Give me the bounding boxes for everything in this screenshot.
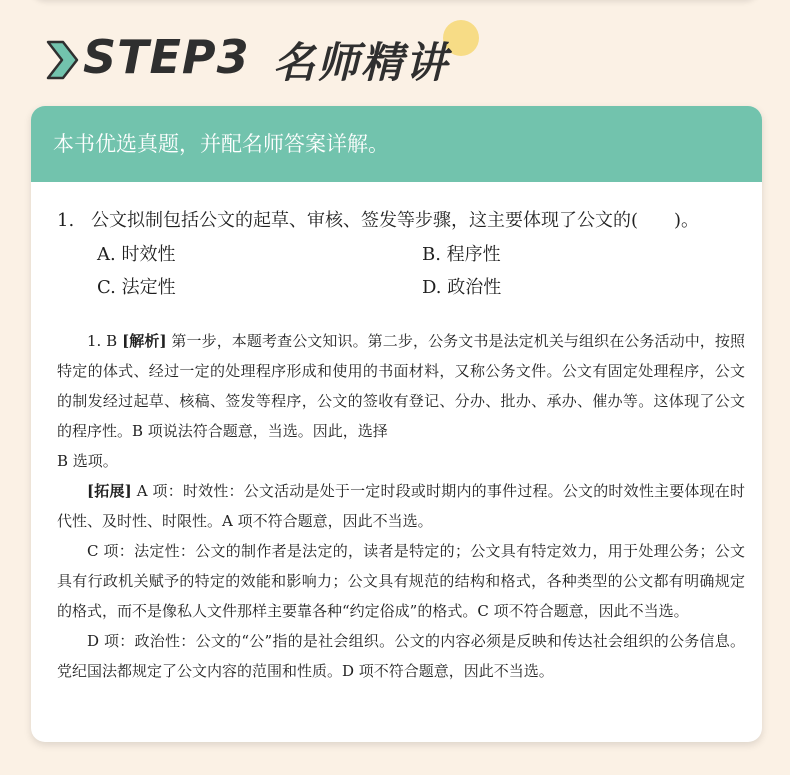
chevron-right-icon	[45, 40, 79, 80]
answer-lead: 1. B	[87, 332, 123, 350]
options	[97, 238, 747, 304]
question-stem	[57, 206, 747, 236]
option-c-paragraph: C 项：法定性：公文的制作者是法定的，读者是特定的；公文具有特定效力，用于处理公务；公文具有行政机关赋予的特定的效能和影响力；公文具有规范的结构和格式，各种类型的公文都有明确规定的格式，而不是像私人文件那样主要靠各种“约定俗成”的格式。C 项不符合题意，因此不当选。	[57, 542, 745, 620]
options-row	[97, 271, 747, 304]
options-row	[97, 238, 747, 271]
option-a: A. 时效性	[97, 244, 176, 265]
extension-tag: [拓展]	[87, 482, 132, 500]
option-d-paragraph: D 项：政治性：公文的“公”指的是社会组织。公文的内容必须是反映和传达社会组织的公务信息。党纪国法都规定了公文内容的范围和性质。D 项不符合题意，因此不当选。	[57, 632, 745, 680]
analysis-paragraph	[57, 326, 745, 446]
option-b: B. 程序性	[422, 244, 501, 265]
option-c: C. 法定性	[97, 277, 176, 298]
content-card	[31, 106, 762, 742]
section-title: 名师精讲	[273, 38, 450, 87]
extension-paragraph	[57, 476, 745, 536]
extension-text: A 项：时效性：公文活动是处于一定时段或时期内的事件过程。公文的时效性主要体现在时代性、及时性、时限性。A 项不符合题意，因此不当选。	[57, 482, 746, 530]
step-header	[45, 28, 745, 88]
analysis-text: 第一步，本题考查公文知识。第二步，公务文书是法定机关与组织在公务活动中，按照特定的体式、经过一定的处理程序形成和使用的书面材料，又称公务文件。公文有固定处理程序，公文的制发经过起草、核稿、签发等程序，公文的签收有登记、分办、批办、承办、催办等。这体现了公文的程序性。B 项说法符合题意，当选。因此，选择	[57, 332, 745, 440]
step-label: STEP3	[83, 30, 250, 84]
question-block	[57, 206, 747, 304]
analysis-tag: [解析]	[122, 332, 167, 350]
banner: 本书优选真题，并配名师答案详解。	[31, 106, 762, 182]
option-d: D. 政治性	[422, 277, 502, 298]
question-text: 公文拟制包括公文的起草、审核、签发等步骤，这主要体现了公文的( )。	[91, 210, 700, 231]
analysis-tail: B 选项。	[57, 452, 118, 470]
explanation	[57, 326, 745, 686]
question-number: 1.	[57, 210, 75, 231]
